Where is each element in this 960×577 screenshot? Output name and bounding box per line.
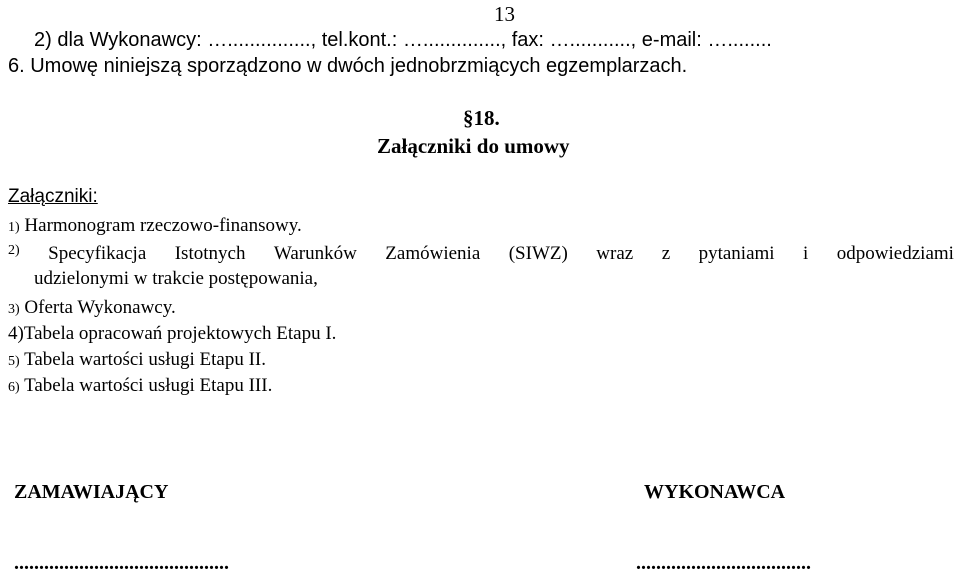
attachment-word: i: [803, 243, 809, 264]
attachment-number: 6): [8, 380, 20, 395]
attachment-word: odpowiedziami: [836, 243, 954, 264]
attachment-word: z: [661, 243, 671, 264]
attachment-word: pytaniami: [698, 243, 775, 264]
section-number: §18.: [463, 106, 500, 130]
signature-line-contractor: ...................................: [636, 552, 811, 574]
attachment-number: 4): [8, 323, 24, 344]
attachment-item: [8, 243, 954, 265]
attachment-word: wraz: [596, 243, 634, 264]
attachment-text: Harmonogram rzeczowo-finansowy.: [24, 215, 302, 236]
attachment-item: [8, 375, 272, 397]
attachment-text: Oferta Wykonawcy.: [24, 297, 176, 318]
signature-label-contractor: WYKONAWCA: [644, 481, 786, 503]
attachment-word: (SIWZ): [508, 243, 568, 264]
contact-dots-tel: …..............: [402, 29, 501, 51]
attachment-item: [8, 349, 266, 371]
attachment-item: [8, 323, 336, 345]
attachment-item: [8, 297, 176, 319]
attachment-text: Tabela wartości usługi Etapu III.: [24, 375, 273, 396]
attachment-number: 3): [8, 302, 20, 317]
contact-dots-email: …........: [707, 29, 772, 51]
attachment-word: Zamówienia: [385, 243, 481, 264]
contact-dots-fax: …...........: [549, 29, 631, 51]
attachment-number: 2): [8, 243, 20, 258]
attachment-number: 1): [8, 220, 20, 235]
signature-line-employer: ...........................................: [14, 552, 229, 574]
attachments-heading: Załączniki:: [8, 186, 98, 207]
contact-fax-label: , fax:: [500, 29, 550, 51]
attachment-number: 5): [8, 354, 20, 369]
attachment-text: Tabela opracowań projektowych Etapu I.: [23, 323, 337, 344]
attachment-text-continuation: udzielonymi w trakcie postępowania,: [34, 268, 318, 289]
attachment-text-justified: [8, 243, 954, 265]
section-title: Załączniki do umowy: [377, 134, 570, 158]
page-number: 13: [494, 2, 515, 26]
attachment-text: Tabela wartości usługi Etapu II.: [24, 349, 266, 370]
contact-email-label: , e-mail:: [630, 29, 708, 51]
attachment-word: Specyfikacja: [48, 243, 147, 264]
contact-prefix: 2) dla Wykonawcy:: [34, 29, 208, 51]
signature-label-employer: ZAMAWIAJĄCY: [14, 481, 169, 503]
attachment-word: Istotnych: [174, 243, 246, 264]
contractor-contact-line: [34, 29, 772, 52]
attachment-item: [8, 215, 302, 237]
attachment-word: Warunków: [273, 243, 357, 264]
contact-dots-name: …...............: [207, 29, 311, 51]
copies-clause: 6. Umowę niniejszą sporządzono w dwóch jednobrzmiących egzemplarzach.: [8, 55, 688, 77]
contact-tel-label: , tel.kont.:: [310, 29, 403, 51]
